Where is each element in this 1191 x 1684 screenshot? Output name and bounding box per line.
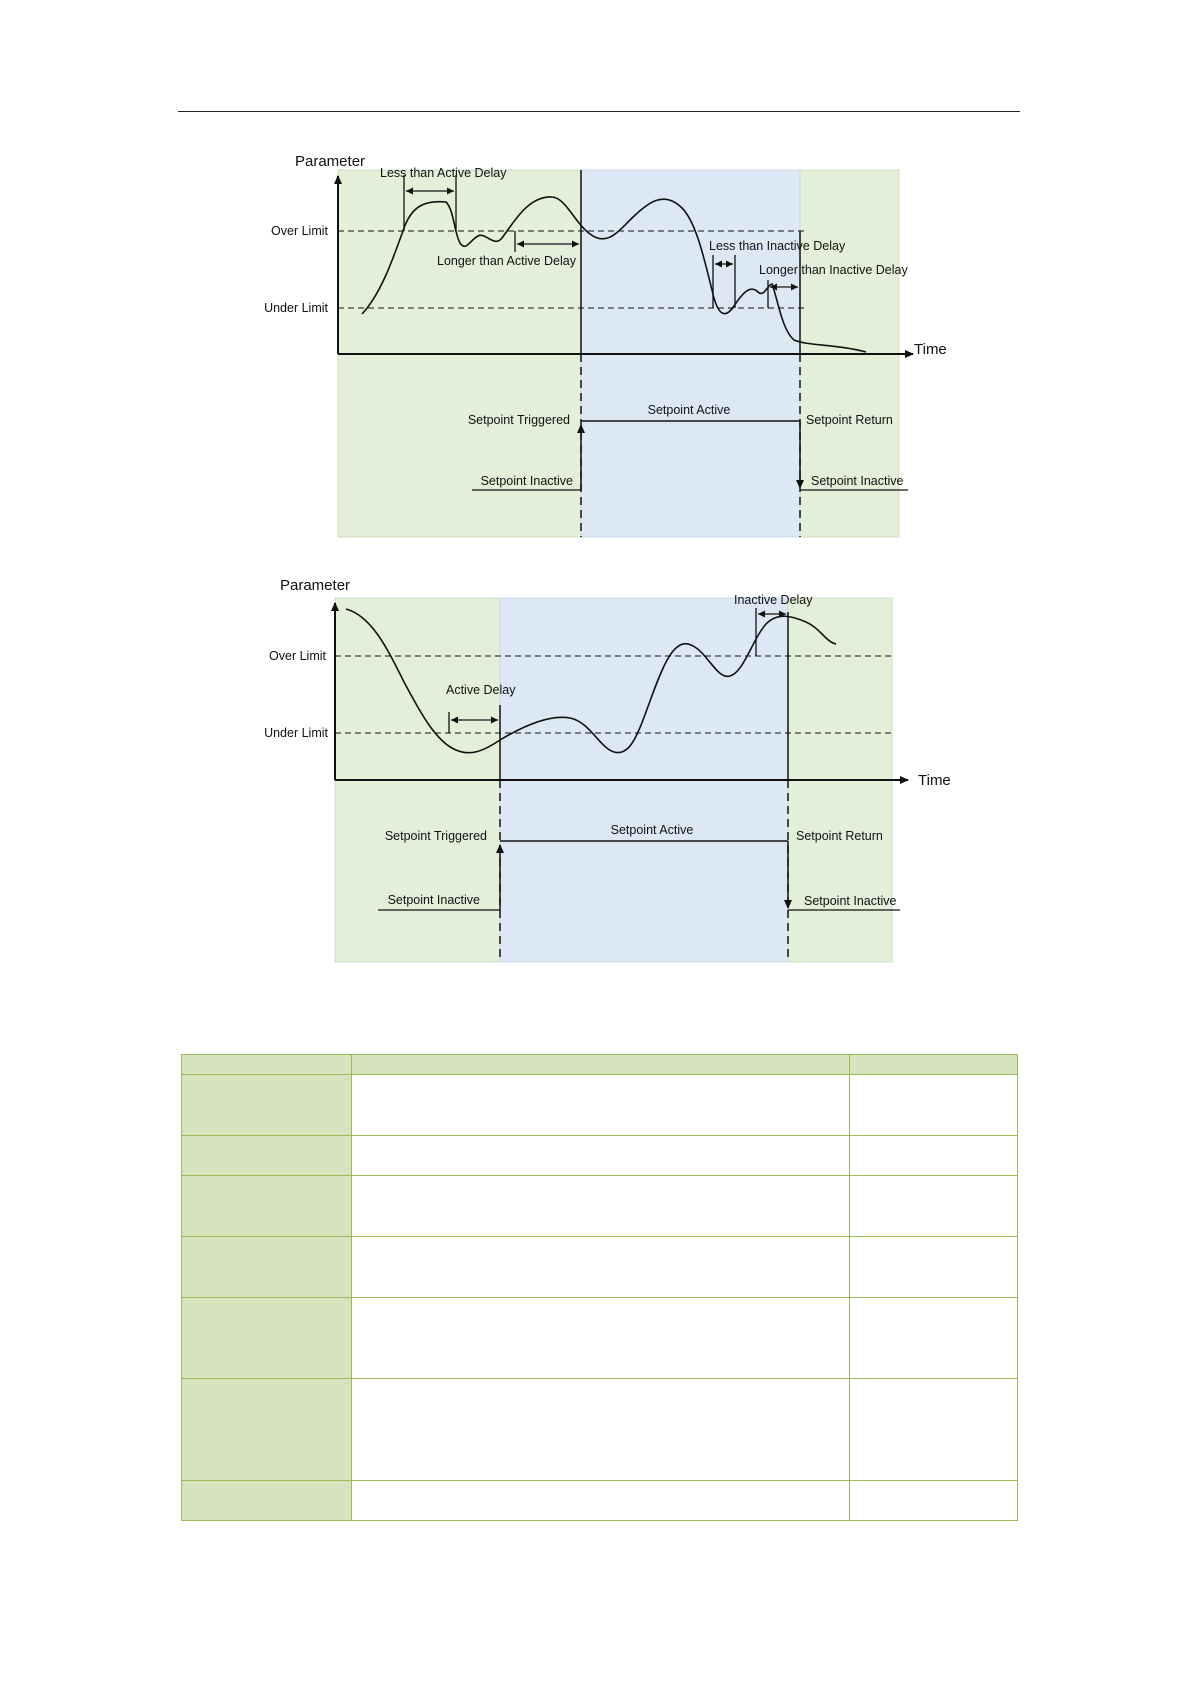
x-axis-label: Time xyxy=(918,772,951,789)
table-header-cell xyxy=(850,1055,1018,1075)
table-header-row xyxy=(182,1055,1018,1075)
table-row xyxy=(182,1481,1018,1521)
table-cell xyxy=(850,1237,1018,1298)
setpoint-inactive-left-label: Setpoint Inactive xyxy=(480,474,573,488)
setpoint-inactive-right-label: Setpoint Inactive xyxy=(804,894,897,908)
table-cell xyxy=(352,1176,850,1237)
setpoint-inactive-right-label: Setpoint Inactive xyxy=(811,474,904,488)
table-row xyxy=(182,1237,1018,1298)
table-row xyxy=(182,1379,1018,1481)
table-cell xyxy=(850,1481,1018,1521)
table-cell xyxy=(850,1379,1018,1481)
setpoint-active-label: Setpoint Active xyxy=(610,823,694,837)
table-cell xyxy=(182,1075,352,1136)
under-limit-label: Under Limit xyxy=(264,301,328,315)
table-row xyxy=(182,1075,1018,1136)
x-axis-label: Time xyxy=(914,341,947,358)
table-cell xyxy=(850,1298,1018,1379)
table-cell xyxy=(182,1379,352,1481)
table-cell xyxy=(352,1481,850,1521)
longer-than-inactive-delay-label: Longer than Inactive Delay xyxy=(759,263,908,277)
table-cell xyxy=(182,1176,352,1237)
longer-than-active-delay-label: Longer than Active Delay xyxy=(437,254,576,268)
table-cell xyxy=(182,1481,352,1521)
table-cell xyxy=(352,1237,850,1298)
setpoint-return-label: Setpoint Return xyxy=(806,413,893,427)
less-than-active-delay-label: Less than Active Delay xyxy=(380,166,507,180)
table-header-cell xyxy=(182,1055,352,1075)
setpoint-inactive-left-label: Setpoint Inactive xyxy=(387,893,480,907)
table-row xyxy=(182,1298,1018,1379)
setpoint-triggered-label: Setpoint Triggered xyxy=(384,829,487,843)
table-cell xyxy=(352,1136,850,1176)
table-row xyxy=(182,1136,1018,1176)
table-cell xyxy=(352,1075,850,1136)
table-cell xyxy=(352,1379,850,1481)
active-delay-label: Active Delay xyxy=(446,683,516,697)
table-cell xyxy=(182,1298,352,1379)
setpoint-active-label: Setpoint Active xyxy=(647,403,731,417)
over-limit-label: Over Limit xyxy=(271,224,328,238)
table-header-cell xyxy=(352,1055,850,1075)
table-cell xyxy=(182,1136,352,1176)
table-cell xyxy=(182,1237,352,1298)
setpoint-return-label: Setpoint Return xyxy=(796,829,883,843)
less-than-inactive-delay-label: Less than Inactive Delay xyxy=(709,239,846,253)
settings-table xyxy=(181,1054,1018,1521)
under-limit-label: Under Limit xyxy=(264,726,328,740)
y-axis-label: Parameter xyxy=(280,577,351,594)
y-axis-label: Parameter xyxy=(295,153,366,170)
table-cell xyxy=(352,1298,850,1379)
inactive-delay-label: Inactive Delay xyxy=(734,593,813,607)
table-cell xyxy=(850,1075,1018,1136)
table-cell xyxy=(850,1136,1018,1176)
setpoint-triggered-label: Setpoint Triggered xyxy=(467,413,570,427)
over-limit-label: Over Limit xyxy=(269,649,326,663)
table-cell xyxy=(850,1176,1018,1237)
table-row xyxy=(182,1176,1018,1237)
